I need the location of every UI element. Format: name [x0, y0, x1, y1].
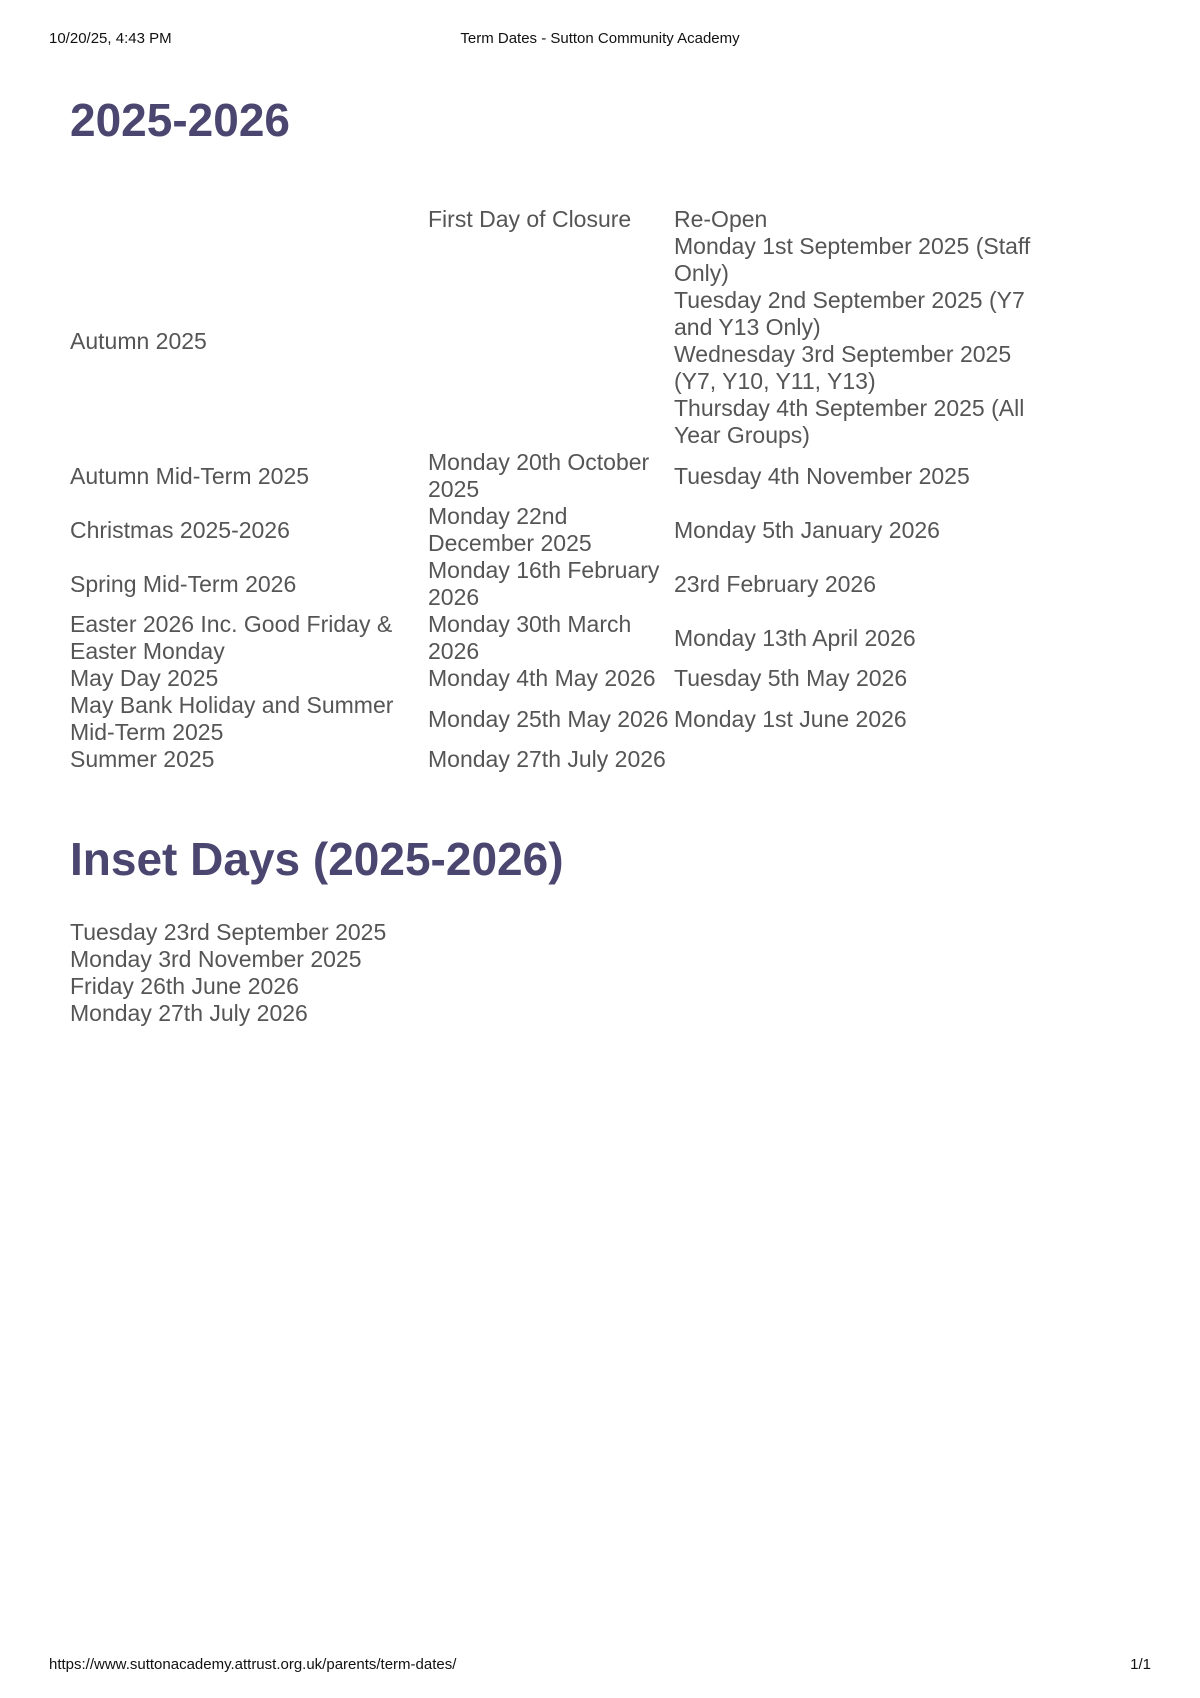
reopen-date: Tuesday 2nd September 2025 (Y7 and Y13 Only): [674, 287, 1025, 340]
print-page-title: Term Dates - Sutton Community Academy: [460, 30, 740, 47]
table-row: [70, 692, 1054, 746]
term-name-cell: Spring Mid-Term 2026: [70, 570, 297, 597]
reopen-date: Monday 1st September 2025 (Staff Only): [674, 233, 1031, 286]
reopen-date-cell: [674, 665, 1054, 692]
reopen-date-cell: [674, 692, 1054, 746]
inset-day-item: Friday 26th June 2026: [70, 973, 299, 999]
inset-day-item: Tuesday 23rd September 2025: [70, 919, 387, 945]
table-row: [70, 449, 1054, 503]
print-url: https://www.suttonacademy.attrust.org.uk/parents/term-dates/: [49, 1656, 457, 1673]
reopen-date-cell: [674, 449, 1054, 503]
table-row: [70, 746, 1054, 773]
table-row: [70, 611, 1054, 665]
inset-day-item: Monday 27th July 2026: [70, 1000, 308, 1026]
table-row: [70, 665, 1054, 692]
print-page-number: 1/1: [1130, 1656, 1151, 1673]
reopen-date: Tuesday 5th May 2026: [674, 665, 908, 691]
table-row: [70, 557, 1054, 611]
term-name-cell: Summer 2025: [70, 746, 215, 772]
reopen-date-cell: [674, 233, 1054, 449]
print-footer: [49, 1656, 1151, 1678]
term-dates-table-body: [70, 206, 1054, 773]
closure-date-cell: Monday 30th March 2026: [428, 611, 632, 664]
header-cell-term: [70, 206, 428, 233]
reopen-date: Monday 5th January 2026: [674, 516, 940, 543]
reopen-date: Thursday 4th September 2025 (All Year Groups): [674, 395, 1025, 448]
header-cell-reopen: Re-Open: [674, 206, 768, 232]
table-row: [70, 503, 1054, 557]
term-name-cell: Christmas 2025-2026: [70, 516, 290, 543]
print-header: [49, 30, 1151, 52]
closure-date-cell: Monday 22nd December 2025: [428, 503, 592, 556]
inset-days-list: [70, 919, 1070, 1027]
page-title: 2025-2026: [70, 94, 290, 146]
closure-date-cell: Monday 25th May 2026: [428, 705, 669, 732]
closure-date-cell: Monday 20th October 2025: [428, 449, 650, 502]
inset-day-item: Monday 3rd November 2025: [70, 946, 362, 972]
closure-date-cell: Monday 27th July 2026: [428, 746, 666, 772]
term-name-cell: Easter 2026 Inc. Good Friday & Easter Monday: [70, 611, 393, 664]
closure-date-cell: Monday 16th February 2026: [428, 557, 660, 610]
reopen-date-cell: [674, 746, 1054, 773]
main-content: [70, 88, 1070, 1027]
reopen-date: Tuesday 4th November 2025: [674, 462, 970, 489]
closure-date-cell: Monday 4th May 2026: [428, 665, 656, 691]
reopen-date-cell: [674, 611, 1054, 665]
print-datetime: 10/20/25, 4:43 PM: [49, 30, 172, 47]
header-cell-closure: First Day of Closure: [428, 206, 632, 232]
term-name-cell: Autumn Mid-Term 2025: [70, 462, 310, 489]
table-row: [70, 233, 1054, 449]
term-dates-table: [70, 206, 1054, 773]
term-name-cell: May Bank Holiday and Summer Mid-Term 2025: [70, 692, 394, 745]
closure-date-cell: [428, 233, 674, 449]
term-name-cell: Autumn 2025: [70, 327, 207, 354]
reopen-date: Monday 13th April 2026: [674, 624, 916, 651]
reopen-date: Wednesday 3rd September 2025 (Y7, Y10, Y11, Y13): [674, 341, 1012, 394]
table-header-row: [70, 206, 1054, 233]
reopen-date-cell: [674, 503, 1054, 557]
reopen-date: Monday 1st June 2026: [674, 705, 907, 732]
reopen-date: 23rd February 2026: [674, 570, 877, 597]
inset-days-heading: Inset Days (2025-2026): [70, 833, 564, 885]
reopen-date-cell: [674, 557, 1054, 611]
term-name-cell: May Day 2025: [70, 665, 219, 691]
